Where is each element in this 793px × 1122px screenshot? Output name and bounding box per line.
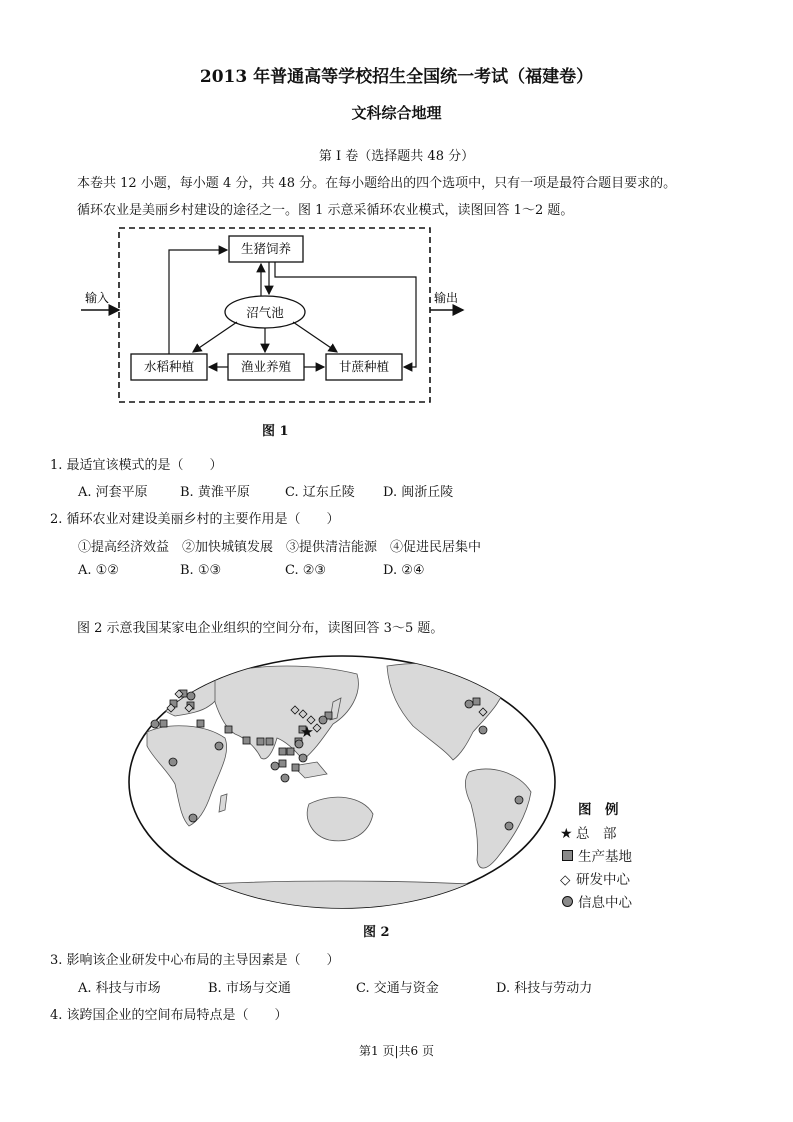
diamond-icon: ◇ [560,872,571,888]
fig2-caption: 图 2 [363,925,390,940]
circle-icon [562,896,573,907]
intro-text: 本卷共 12 小题，每小题 4 分，共 48 分。在每小题给出的四个选项中，只有一项是最符合题目要求的。 [77,176,677,191]
q2-option-a[interactable]: A. ①② [78,563,119,578]
figure-2-world-map [127,654,557,910]
q3-option-d[interactable]: D. 科技与劳动力 [496,981,593,996]
fig1-caption: 图 1 [262,424,289,439]
legend-title: 图 例 [578,802,619,818]
legend-rd: ◇ 研发中心 [560,872,630,888]
fish-label: 渔业养殖 [240,359,292,374]
q3-option-a[interactable]: A. 科技与市场 [78,981,161,996]
q1-option-d[interactable]: D. 闽浙丘陵 [383,485,454,500]
legend-info: 信息中心 [560,891,632,911]
antarctica [127,881,557,910]
q4-stem: 4. 该跨国企业的空间布局特点是（ ） [50,1008,288,1023]
fig2-intro: 图 2 示意我国某家电企业组织的空间分布，读图回答 3～5 题。 [77,621,444,636]
q2-option-c[interactable]: C. ②③ [285,563,327,578]
output-label: 输出 [434,291,459,305]
q2-option-d[interactable]: D. ②④ [383,563,425,578]
q3-option-b[interactable]: B. 市场与交通 [208,981,291,996]
page-footer: 第1 页|共6 页 [359,1044,434,1058]
greenland [495,660,527,680]
map-legend [560,798,632,911]
star-icon: ★ [560,826,573,842]
q3-stem: 3. 影响该企业研发中心布局的主导因素是（ ） [50,953,340,968]
page-title: 2013 年普通高等学校招生全国统一考试（福建卷） [199,67,594,87]
q2-stem: 2. 循环农业对建设美丽乡村的主要作用是（ ） [50,512,340,527]
q1-option-c[interactable]: C. 辽东丘陵 [285,485,355,500]
figure-1-diagram [75,222,475,412]
rice-label: 水稻种植 [143,359,195,374]
q3-option-c[interactable]: C. 交通与资金 [356,981,439,996]
fig1-intro: 循环农业是美丽乡村建设的途径之一。图 1 示意采循环农业模式，读图回答 1～2 题。 [77,203,574,218]
cane-label: 甘蔗种植 [338,359,390,374]
section-heading: 第 I 卷（选择题共 48 分） [318,149,475,164]
q1-option-b[interactable]: B. 黄淮平原 [180,485,250,500]
input-label: 输入 [85,291,110,305]
q2-items: ①提高经济效益 ②加快城镇发展 ③提供清洁能源 ④促进民居集中 [78,540,482,555]
q1-stem: 1. 最适宜该模式的是（ ） [50,458,223,473]
legend-base: 生产基地 [560,845,632,865]
pig-label: 生猪饲养 [240,241,292,256]
page-subtitle: 文科综合地理 [351,104,442,122]
q1-option-a[interactable]: A. 河套平原 [78,485,148,500]
biogas-label: 沼气池 [246,305,284,320]
legend-hq: ★ 总 部 [560,826,617,842]
square-icon [562,850,573,861]
q2-option-b[interactable]: B. ①③ [180,563,222,578]
